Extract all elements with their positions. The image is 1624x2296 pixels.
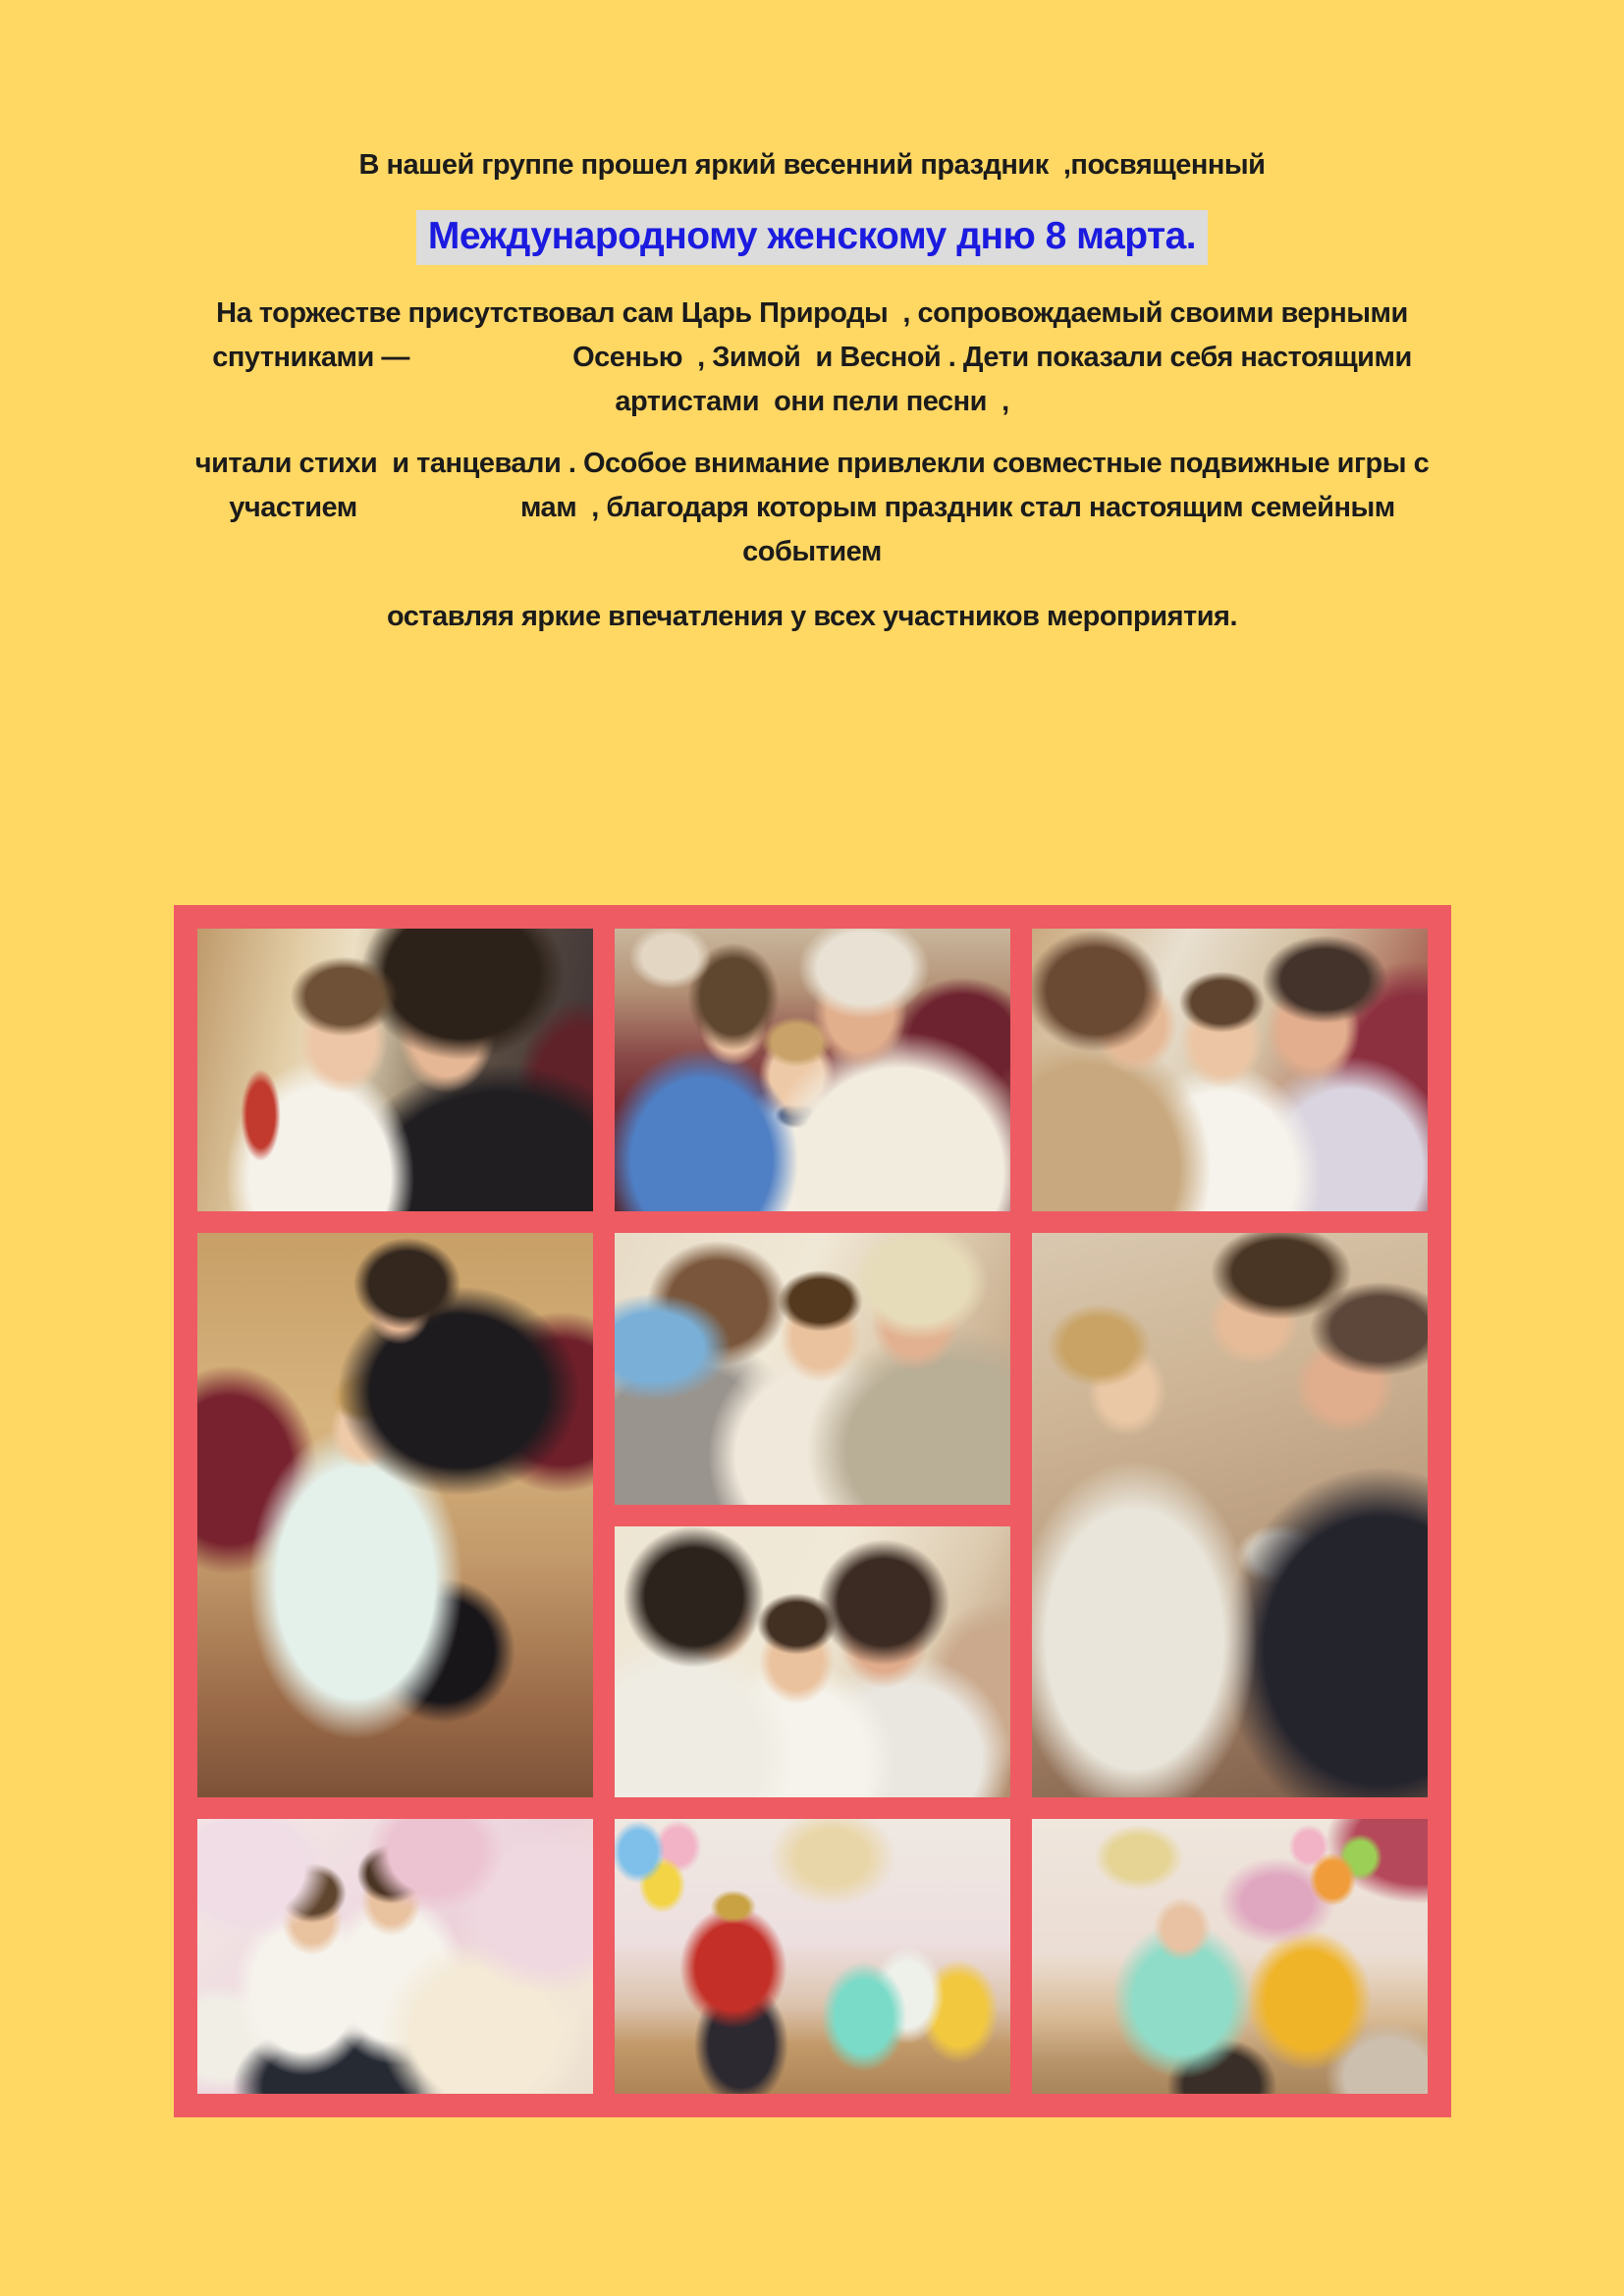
photo-children-dance-stage xyxy=(1032,1819,1428,2094)
photo-sister-boy-grandma-couch xyxy=(615,1526,1010,1797)
photo-mother-son-selfie xyxy=(197,929,593,1211)
title-line xyxy=(128,210,1496,265)
paragraph-line: На торжестве присутствовал сам Царь Природы , сопровождаемый своими верными xyxy=(216,297,1408,329)
photo-mom-boy-mint-suit xyxy=(197,1233,593,1797)
photo-family-couch-glasses xyxy=(615,1233,1010,1505)
photo-two-boys-bells-floral xyxy=(197,1819,593,2094)
closing-line: оставляя яркие впечатления у всех участников мероприятия. xyxy=(386,601,1238,632)
paragraph-celebration xyxy=(128,292,1496,424)
photo-collage xyxy=(174,905,1451,2117)
paragraph-line: спутниками — Осенью , Зимой и Весной . Дети показали себя настоящими xyxy=(212,342,1412,373)
intro-line: В нашей группе прошел яркий весенний праздник ,посвященный xyxy=(358,149,1266,181)
intro-paragraph xyxy=(128,143,1496,187)
paragraph-line: артистами они пели песни , xyxy=(615,386,1009,417)
photo-mom-grandma-boy-chairs xyxy=(1032,929,1428,1211)
paragraph-line: событием xyxy=(742,536,882,567)
paragraph-line: участием мам , благодаря которым праздник стал настоящим семейным xyxy=(229,492,1395,523)
paragraph-line: читали стихи и танцевали . Особое внимание привлекли совместные подвижные игры с xyxy=(194,448,1430,479)
closing-paragraph xyxy=(128,595,1496,639)
photo-girl-hugging-mom-grandma xyxy=(1032,1233,1428,1797)
photo-king-costume-girls-stage xyxy=(615,1819,1010,2094)
title-highlight: Международному женскому дню 8 марта. xyxy=(416,210,1208,265)
photo-mom-grandma-blond-boy xyxy=(615,929,1010,1211)
paragraph-activities xyxy=(128,442,1496,574)
